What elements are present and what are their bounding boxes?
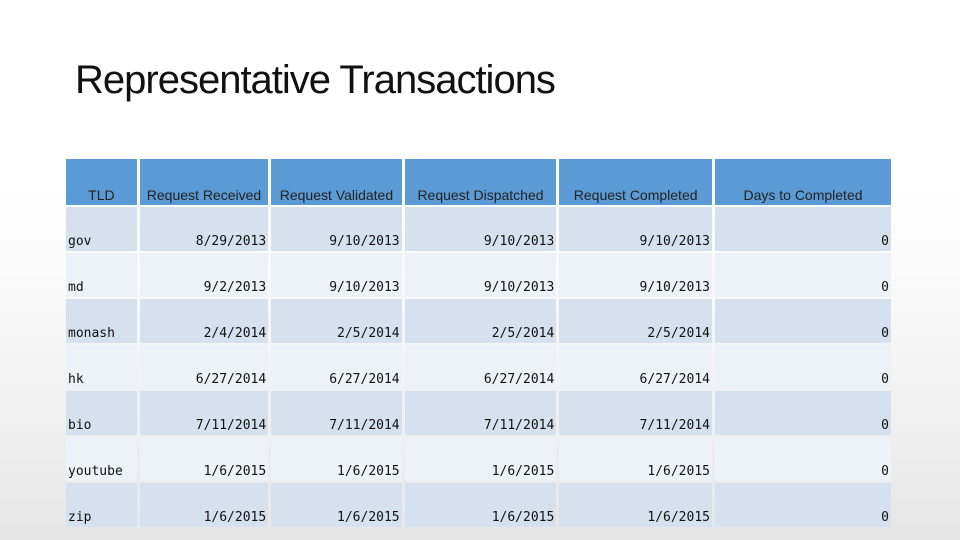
slide-title: Representative Transactions bbox=[75, 58, 555, 102]
cell-request-received: 1/6/2015 bbox=[140, 483, 268, 527]
cell-days-to-completed: 0 bbox=[715, 483, 891, 527]
cell-tld: hk bbox=[66, 345, 137, 389]
cell-request-completed: 9/10/2013 bbox=[559, 207, 712, 251]
cell-tld: bio bbox=[66, 391, 137, 435]
cell-request-dispatched: 9/10/2013 bbox=[405, 207, 557, 251]
cell-request-validated: 7/11/2014 bbox=[271, 391, 401, 435]
cell-tld: gov bbox=[66, 207, 137, 251]
table-row bbox=[66, 299, 891, 343]
cell-request-dispatched: 7/11/2014 bbox=[405, 391, 557, 435]
cell-request-validated: 9/10/2013 bbox=[271, 207, 401, 251]
cell-request-received: 1/6/2015 bbox=[140, 437, 268, 481]
column-header-request-received: Request Received bbox=[140, 159, 268, 205]
table-row bbox=[66, 207, 891, 251]
cell-request-dispatched: 6/27/2014 bbox=[405, 345, 557, 389]
table-header-row bbox=[66, 159, 891, 205]
table-row bbox=[66, 483, 891, 527]
cell-request-validated: 9/10/2013 bbox=[271, 253, 401, 297]
cell-request-completed: 1/6/2015 bbox=[559, 483, 712, 527]
column-header-tld: TLD bbox=[66, 159, 137, 205]
cell-request-received: 2/4/2014 bbox=[140, 299, 268, 343]
cell-tld: monash bbox=[66, 299, 137, 343]
cell-request-completed: 1/6/2015 bbox=[559, 437, 712, 481]
table-row bbox=[66, 437, 891, 481]
cell-days-to-completed: 0 bbox=[715, 299, 891, 343]
cell-request-received: 7/11/2014 bbox=[140, 391, 268, 435]
cell-request-completed: 6/27/2014 bbox=[559, 345, 712, 389]
cell-days-to-completed: 0 bbox=[715, 345, 891, 389]
cell-request-dispatched: 9/10/2013 bbox=[405, 253, 557, 297]
table-row bbox=[66, 253, 891, 297]
cell-request-completed: 2/5/2014 bbox=[559, 299, 712, 343]
cell-request-completed: 9/10/2013 bbox=[559, 253, 712, 297]
cell-request-dispatched: 2/5/2014 bbox=[405, 299, 557, 343]
cell-request-completed: 7/11/2014 bbox=[559, 391, 712, 435]
cell-request-received: 8/29/2013 bbox=[140, 207, 268, 251]
cell-tld: md bbox=[66, 253, 137, 297]
cell-days-to-completed: 0 bbox=[715, 253, 891, 297]
cell-request-received: 9/2/2013 bbox=[140, 253, 268, 297]
column-header-request-completed: Request Completed bbox=[559, 159, 712, 205]
cell-request-validated: 6/27/2014 bbox=[271, 345, 401, 389]
cell-request-dispatched: 1/6/2015 bbox=[405, 483, 557, 527]
cell-request-dispatched: 1/6/2015 bbox=[405, 437, 557, 481]
cell-request-validated: 1/6/2015 bbox=[271, 437, 401, 481]
table-row bbox=[66, 391, 891, 435]
column-header-request-validated: Request Validated bbox=[271, 159, 401, 205]
table-row bbox=[66, 345, 891, 389]
cell-request-validated: 2/5/2014 bbox=[271, 299, 401, 343]
transactions-table bbox=[63, 157, 894, 529]
cell-request-validated: 1/6/2015 bbox=[271, 483, 401, 527]
cell-tld: zip bbox=[66, 483, 137, 527]
cell-days-to-completed: 0 bbox=[715, 437, 891, 481]
column-header-days-to-completed: Days to Completed bbox=[715, 159, 891, 205]
cell-request-received: 6/27/2014 bbox=[140, 345, 268, 389]
cell-tld: youtube bbox=[66, 437, 137, 481]
cell-days-to-completed: 0 bbox=[715, 207, 891, 251]
cell-days-to-completed: 0 bbox=[715, 391, 891, 435]
column-header-request-dispatched: Request Dispatched bbox=[405, 159, 557, 205]
